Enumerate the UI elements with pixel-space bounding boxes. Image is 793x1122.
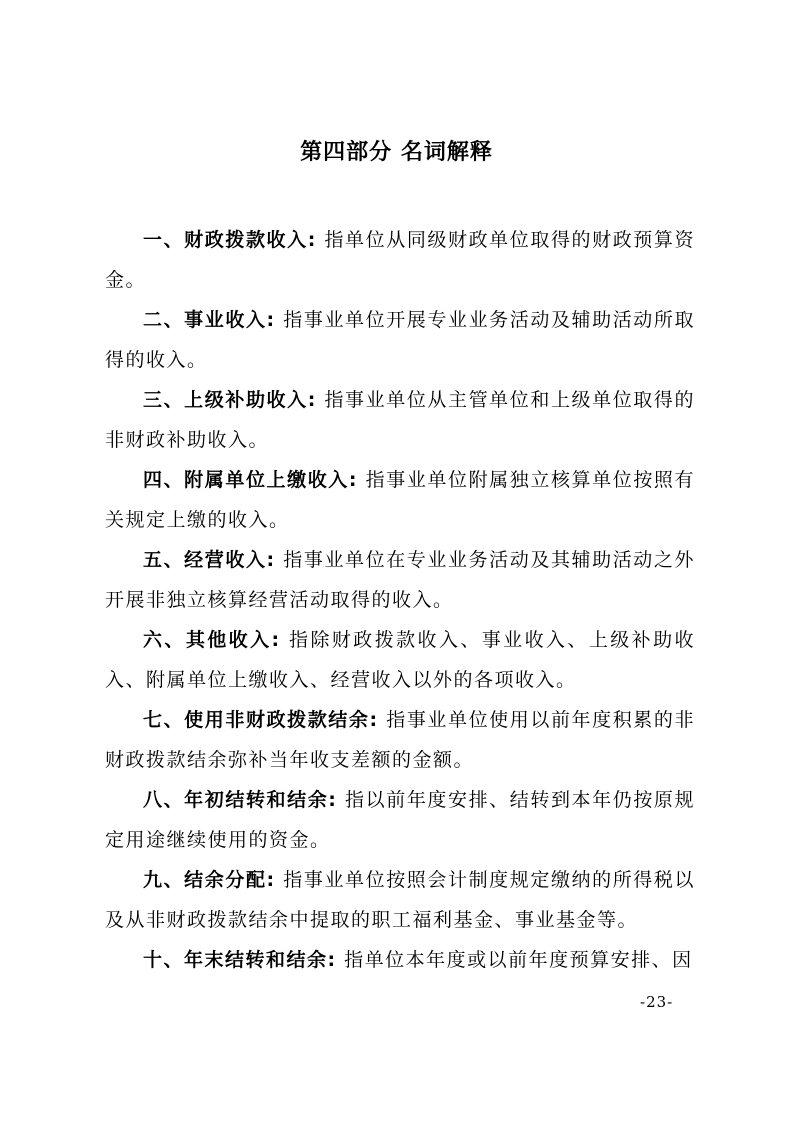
- definition-item: [105, 380, 695, 460]
- definition-item: [105, 220, 695, 300]
- definition-item: [105, 700, 695, 780]
- definition-item: [105, 860, 695, 940]
- definition-text: 指事业单位按照会计制度规定缴纳的所得税以及从非财政拨款结余中提取的职工福利基金、事业基金等。: [105, 869, 695, 931]
- definition-item: [105, 780, 695, 860]
- definition-item: [105, 620, 695, 700]
- definition-term: 二、事业收入:: [143, 309, 276, 331]
- definition-text: 指单位本年度或以前年度预算安排、因: [336, 949, 693, 971]
- definition-term: 九、结余分配:: [143, 869, 276, 891]
- definition-text: 指除财政拨款收入、事业收入、上级补助收入、附属单位上缴收入、经营收入以外的各项收入。: [105, 629, 695, 691]
- definition-text: 指以前年度安排、结转到本年仍按原规定用途继续使用的资金。: [105, 789, 695, 851]
- definition-term: 七、使用非财政拨款结余:: [143, 709, 379, 731]
- page-number: -23-: [640, 993, 674, 1011]
- definition-text: 指事业单位从主管单位和上级单位取得的非财政补助收入。: [105, 389, 695, 451]
- definitions-list: [105, 220, 695, 980]
- definition-text: 指事业单位开展专业业务活动及辅助活动所取得的收入。: [105, 309, 695, 371]
- definition-item: [105, 540, 695, 620]
- definition-term: 十、年末结转和结余:: [143, 949, 337, 971]
- definition-item: [105, 460, 695, 540]
- definition-term: 四、附属单位上缴收入:: [143, 469, 359, 491]
- definition-text: 指事业单位使用以前年度积累的非财政拨款结余弥补当年收支差额的金额。: [105, 709, 695, 771]
- definition-text: 指单位从同级财政单位取得的财政预算资金。: [105, 229, 695, 291]
- definition-term: 三、上级补助收入:: [143, 389, 317, 411]
- definition-term: 五、经营收入:: [143, 549, 276, 571]
- definition-text: 指事业单位在专业业务活动及其辅助活动之外开展非独立核算经营活动取得的收入。: [105, 549, 695, 611]
- definition-term: 六、其他收入:: [143, 629, 281, 651]
- definition-text: 指事业单位附属独立核算单位按照有关规定上缴的收入。: [105, 469, 695, 531]
- definition-item: [105, 300, 695, 380]
- page-title: 第四部分 名词解释: [300, 140, 493, 165]
- definition-term: 一、财政拨款收入:: [143, 229, 317, 251]
- definition-term: 八、年初结转和结余:: [143, 789, 338, 811]
- definition-item: [105, 940, 695, 980]
